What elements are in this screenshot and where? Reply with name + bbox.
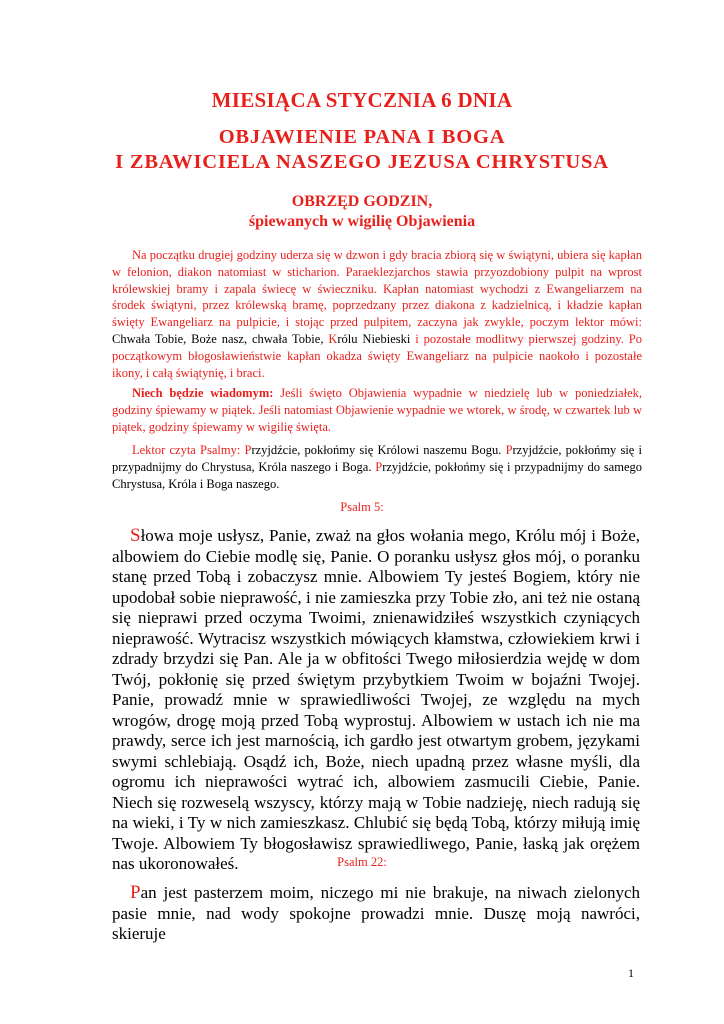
rubric-2-bold: Niech będzie wiadomym: — [132, 386, 274, 400]
prayer-text-2: rólu Niebieski — [337, 331, 411, 346]
rubric-1-text-end: i pozostałe modlitwy pierwszej godziny. Po początkowym błogosławieństwie kapłan okadza święty Ewangeliarz na pulpicie naokoło i pozostałe ikony, i całą świątynię, i braci. — [112, 331, 643, 380]
psalm-5-text — [112, 526, 640, 875]
psalm-intro-initial-1: P — [244, 443, 252, 457]
prayer-initial-1: C — [112, 331, 121, 346]
psalm-intro-initial-3: P — [375, 459, 383, 474]
rubric-paragraph-2 — [112, 385, 642, 435]
rubric-paragraph-3 — [112, 442, 642, 492]
date-heading: MIESIĄCA STYCZNIA 6 DNIA — [211, 88, 513, 112]
prayer-initial-2: K — [328, 331, 338, 346]
rubric-3-intro: Lektor czyta Psalmy: — [132, 443, 245, 457]
rubric-paragraph-1 — [112, 247, 642, 381]
psalm-22-text — [112, 883, 640, 945]
rubric-1-text: Na początku drugiej godziny uderza się w dzwon i gdy bracia zbiorą się w świątyni, ubiera się kapłan w felonion, diakon natomiast w sticharion. Paraeklezjarchos stawia przyozdobiony pulpit na wprost królewskiej bramy i zapala świecę w świeczniku. Kapłan natomiast wychodzi z Ewangeliarzem na środek świątyni, przez królewską bramę, poprzedzany przez diakona z kadzielnicą, i kładzie kapłan święty Ewangeliarz na pulpicie, i stojąc przed pulpitem, zaczyna jak zwykle, poczym lektor mówi: — [112, 248, 642, 330]
section-title-line2: śpiewanych w wigilię Objawienia — [248, 213, 476, 230]
rubric-2-text: Jeśli święto Objawienia wypadnie w niedzielę lub w poniedziałek, godziny śpiewamy w piątek. Jeśli natomiast Objawienie wypadnie we wtorek, w środę, w czwartek lub w piątek, godziny śpiewamy w wigilię święta. — [112, 386, 642, 434]
psalm-5-body: łowa moje usłysz, Panie, zważ na głos wołania mego, Królu mój i Boże, albowiem do Ciebie modlę się, Panie. O poranku usłysz głos mój, o poranku stanę przed Tobą i zobaczysz mnie. Albowiem Ty jesteś Bogiem, który nie upodobał sobie nieprawość, i nie zamieszka przy Tobie zło, ani też nie ostaną się nieprawi przed oczyma Twoimi, znienawidziłeś wszystkich czyniących nieprawość. Wytracisz wszystkich mówiących kłamstwa, człowiekiem krwi i zdrady brzydzi się Pan. Ale ja w obfitości Twego miłosierdzia wejdę w dom Twój, pokłonię się przed świętym przybytkiem Twoim w bojaźni Twojej. Panie, prowadź mnie w sprawiedliwości Twojej, ze względu na mych wrogów, drogę moją przed Tobą wyprostuj. Albowiem w ustach ich nie ma prawdy, serce ich jest marnością, ich gardło jest otwartym grobem, językami swymi schlebiają. Osądź ich, Boże, niech upadną przez własne myśli, dla ogromu ich nieprawości wytrać ich, albowiem zasmucili Ciebie, Panie. Niech się rozweselą wszyscy, którzy mają w Tobie nadzieję, niech radują się na wieki, i Ty w nich zamieszkasz. Chlubić się będą Tobą, którzy miłują imię Twoje. Albowiem Ty błogosławisz sprawiedliwego, Panie, łaską jak orężem nas ukoronowałeś. — [112, 526, 640, 873]
section-title-line1: OBRZĘD GODZIN, — [291, 193, 433, 210]
page-number: 1 — [628, 966, 634, 980]
psalm-5-initial: S — [130, 525, 141, 546]
feast-title-line2: I ZBAWICIELA NASZEGO JEZUSA CHRYSTUSA — [115, 151, 609, 173]
psalm-5-title: Psalm 5: — [340, 500, 384, 514]
psalm-22-body: an jest pasterzem moim, niczego mi nie brakuje, na niwach zielonych pasie mnie, nad wody spokojne prowadzi mnie. Duszę moją nawróci, skieruje — [112, 883, 640, 943]
prayer-text-1: hwała Tobie, Boże nasz, chwała Tobie, — [120, 331, 329, 346]
psalm-intro-text-2: rzyjdźcie, pokłońmy się i przypadnijmy do Chrystusa, Króla naszego i Boga. — [112, 443, 642, 474]
psalm-intro-text-1: rzyjdźcie, pokłońmy się Królowi naszemu Bogu. — [251, 443, 506, 457]
feast-title-line1: OBJAWIENIE PANA I BOGA — [218, 126, 506, 148]
psalm-intro-initial-2: P — [505, 443, 513, 457]
psalm-22-initial: P — [130, 882, 141, 903]
psalm-intro-text-3: rzyjdźcie, pokłońmy się i przypadnijmy do samego Chrystusa, Króla i Boga naszego. — [112, 459, 642, 491]
psalm-22-title: Psalm 22: — [337, 855, 387, 869]
